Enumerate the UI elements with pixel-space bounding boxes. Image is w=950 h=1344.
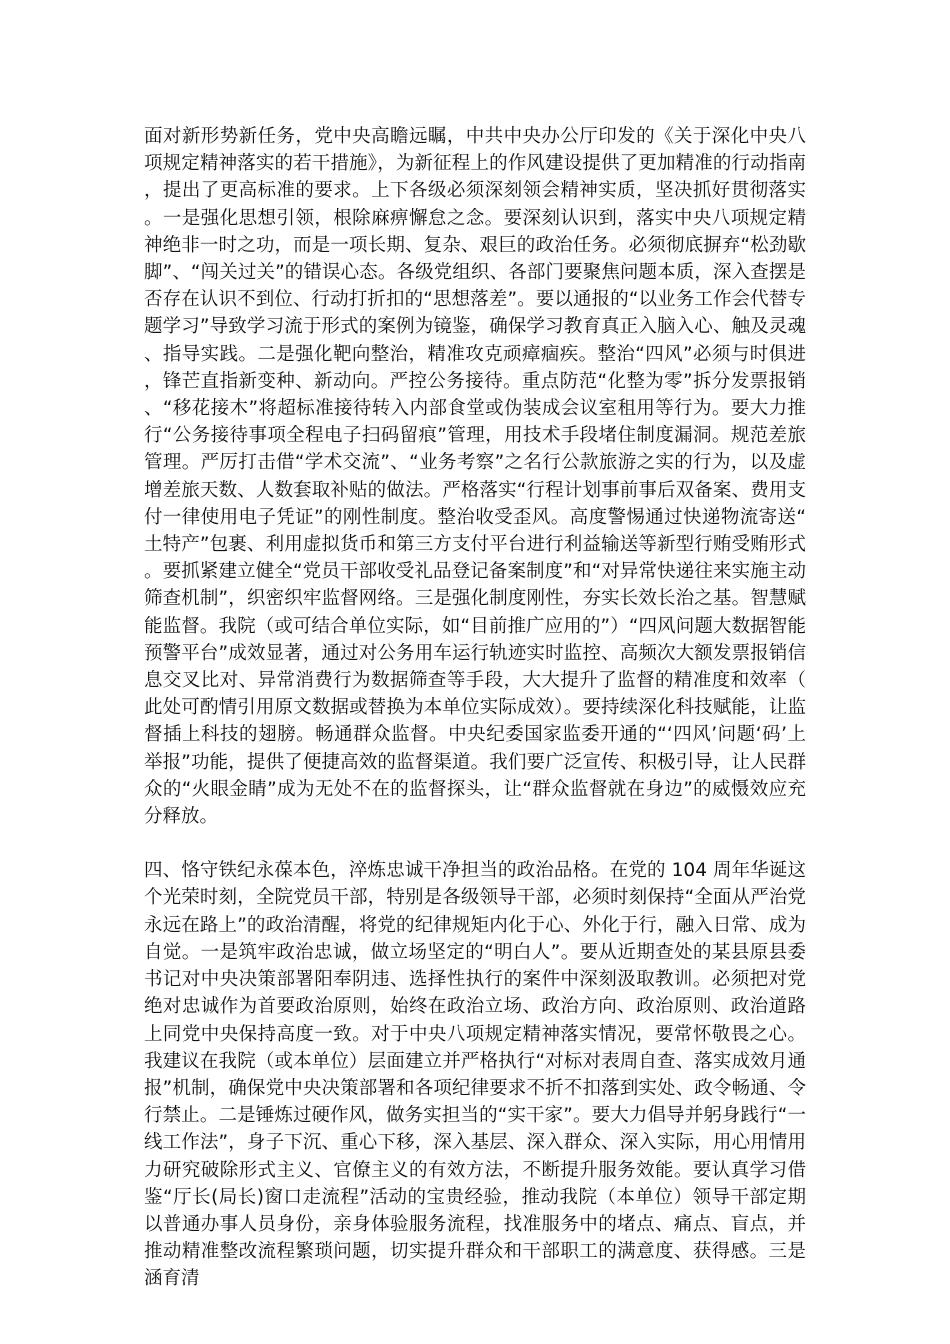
body-paragraph: 四、恪守铁纪永葆本色，淬炼忠诚干净担当的政治品格。在党的 104 周年华诞这个光荣时刻，全院党员干部，特别是各级领导干部，必须时刻保持“全面从严治党永远在路上”的政治清醒，将党的纪律规矩内化于心、外化于行，融入日常、成为自觉。一是筑牢政治忠诚，做立场坚定的“明白人”。要从近期查处的某县原县委书记对中央决策部署阳奉阴违、选择性执行的案件中深刻汲取教训。必须把对党绝对忠诚作为首要政治原则，始终在政治立场、政治方向、政治原则、政治道路上同党中央保持高度一致。对于中央八项规定精神落实情况，要常怀敬畏之心。我建议在我院（或本单位）层面建立并严格执行“对标对表周自查、落实成效月通报”机制，确保党中央决策部署和各项纪律要求不折不扣落到实处、政令畅通、令行禁止。二是锤炼过硬作风，做务实担当的“实干家”。要大力倡导并躬身践行“一线工作法”，身子下沉、重心下移，深入基层、深入群众、深入实际，用心用情用力研究破除形式主义、官僚主义的有效方法，不断提升服务效能。要认真学习借鉴“厅长(局长)窗口走流程”活动的宝贵经验，推动我院（本单位）领导干部定期以普通办事人员身份，亲身体验服务流程，找准服务中的堵点、痛点、盲点，并推动精准整改流程繁琐问题，切实提升群众和干部职工的满意度、获得感。三是涵育清 — [144, 860, 806, 1290]
document-body — [144, 123, 806, 1293]
body-paragraph: 面对新形势新任务，党中央高瞻远瞩，中共中央办公厅印发的《关于深化中央八项规定精神落实的若干措施》，为新征程上的作风建设提供了更加精准的行动指南，提出了更高标准的要求。上下各级必须深刻领会精神实质，坚决抓好贯彻落实。一是强化思想引领，根除麻痹懈怠之念。要深刻认识到，落实中央八项规定精神绝非一时之功，而是一项长期、复杂、艰巨的政治任务。必须彻底摒弃“松劲歇脚”、“闯关过关”的错误心态。各级党组织、各部门要聚焦问题本质，深入查摆是否存在认识不到位、行动打折扣的“思想落差”。要以通报的“以业务工作会代替专题学习”导致学习流于形式的案例为镜鉴，确保学习教育真正入脑入心、触及灵魂、指导实践。二是强化靶向整治，精准攻克顽瘴痼疾。整治“四风”必须与时俱进，锋芒直指新变种、新动向。严控公务接待。重点防范“化整为零”拆分发票报销、“移花接木”将超标准接待转入内部食堂或伪装成会议室租用等行为。要大力推行“公务接待事项全程电子扫码留痕”管理，用技术手段堵住制度漏洞。规范差旅管理。严厉打击借“学术交流”、“业务考察”之名行公款旅游之实的行为，以及虚增差旅天数、人数套取补贴的做法。严格落实“行程计划事前事后双备案、费用支付一律使用电子凭证”的刚性制度。整治收受歪风。高度警惕通过快递物流寄送“土特产”包裹、利用虚拟货币和第三方支付平台进行利益输送等新型行贿受贿形式。要抓紧建立健全“党员干部收受礼品登记备案制度”和“对异常快递往来实施主动筛查机制”，织密织牢监督网络。三是强化制度刚性，夯实长效长治之基。智慧赋能监督。我院（或可结合单位实际，如“目前推广应用的”）“四风问题大数据智能预警平台”成效显著，通过对公务用车运行轨迹实时监控、高频次大额发票报销信息交叉比对、异常消费行为数据筛查等手段，大大提升了监督的精准度和效率（此处可酌情引用原文数据或替换为本单位实际成效）。要持续深化科技赋能，让监督插上科技的翅膀。畅通群众监督。中央纪委国家监委开通的“‘四风’问题‘码’上举报”功能，提供了便捷高效的监督渠道。我们要广泛宣传、积极引导，让人民群众的“火眼金睛”成为无处不在的监督探头，让“群众监督就在身边”的威慑效应充分释放。 — [144, 126, 806, 828]
